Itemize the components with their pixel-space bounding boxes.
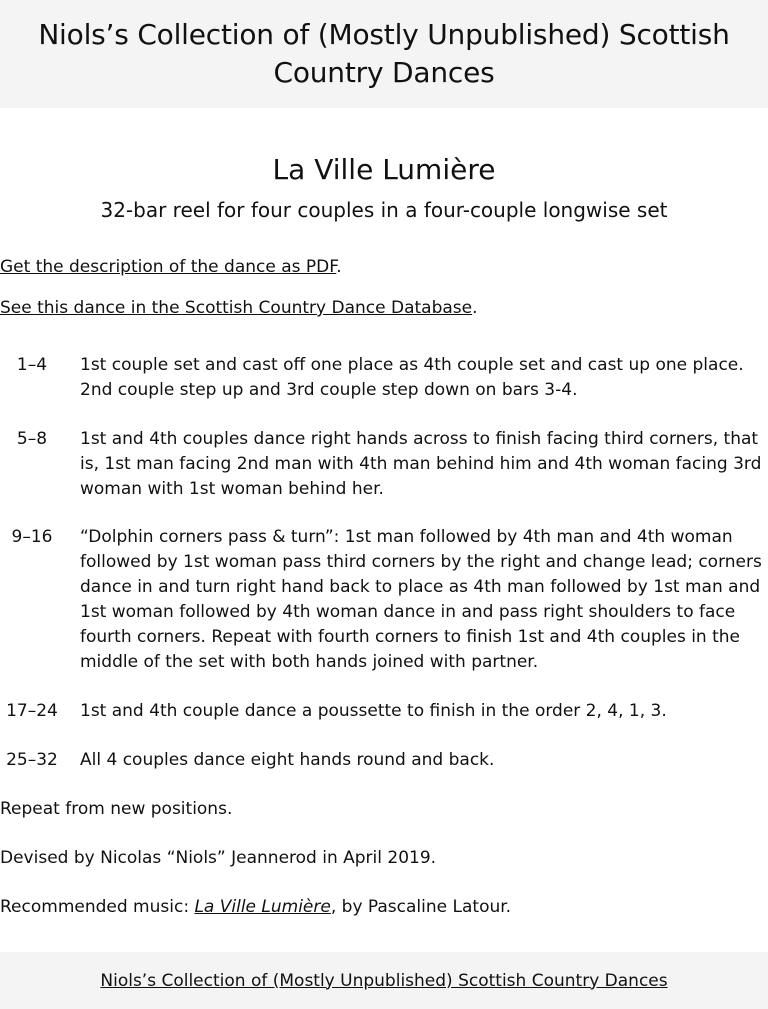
dance-page <box>0 108 768 952</box>
dance-subtitle: 32-bar reel for four couples in a four-couple longwise set <box>100 198 668 222</box>
figure-bars: 9–16 <box>11 527 53 547</box>
scddb-link[interactable]: See this dance in the Scottish Country Dance Database <box>0 298 473 318</box>
pdf-link-line <box>0 255 342 279</box>
figure-bars: 17–24 <box>6 701 58 721</box>
scddb-link-suffix: . <box>472 298 478 318</box>
figure-bars: 5–8 <box>16 429 48 449</box>
dance-title: La Ville Lumière <box>272 153 496 186</box>
music-prefix: Recommended music: <box>0 897 195 917</box>
music-note <box>0 895 511 919</box>
site-header <box>0 0 768 108</box>
site-title: Niols’s Collection of (Mostly Unpublished) Scottish Country Dances <box>38 18 730 89</box>
repeat-note: Repeat from new positions. <box>0 799 233 819</box>
pdf-link-suffix: . <box>336 257 342 277</box>
figure-description: All 4 couples dance eight hands round and back. <box>80 750 495 770</box>
pdf-link[interactable]: Get the description of the dance as PDF <box>0 257 337 277</box>
footer-home-link[interactable]: Niols’s Collection of (Mostly Unpublished) Scottish Country Dances <box>100 970 668 991</box>
site-footer <box>0 952 768 1009</box>
figure-bars: 1–4 <box>16 355 48 375</box>
figure-description: 1st and 4th couple dance a poussette to finish in the order 2, 4, 1, 3. <box>80 701 667 721</box>
devised-note: Devised by Nicolas “Niols” Jeannerod in April 2019. <box>0 848 437 868</box>
figure-description: 1st couple set and cast off one place as 4th couple set and cast up one place. 2nd couple step up and 3rd couple step down on bars 3-4. <box>80 355 744 400</box>
music-link[interactable]: La Ville Lumière <box>194 897 331 917</box>
figure-bars: 25–32 <box>6 750 58 770</box>
figure-description: 1st and 4th couples dance right hands across to finish facing third corners, that is, 1st man facing 2nd man with 4th man behind him and 4th woman facing 3rd woman with 1st woman behind her. <box>80 429 762 499</box>
scddb-link-line <box>0 296 478 320</box>
figure-description: “Dolphin corners pass & turn”: 1st man followed by 4th man and 4th woman followed by 1st woman pass third corners by the right and change lead; corners dance in and turn right hand back to place as 4th man followed by 1st man and 1st woman followed by 4th woman dance in and pass right shoulders to face fourth corners. Repeat with fourth corners to finish 1st and 4th couples in the middle of the set with both hands joined with partner. <box>80 527 762 672</box>
music-suffix: , by Pascaline Latour. <box>330 897 512 917</box>
